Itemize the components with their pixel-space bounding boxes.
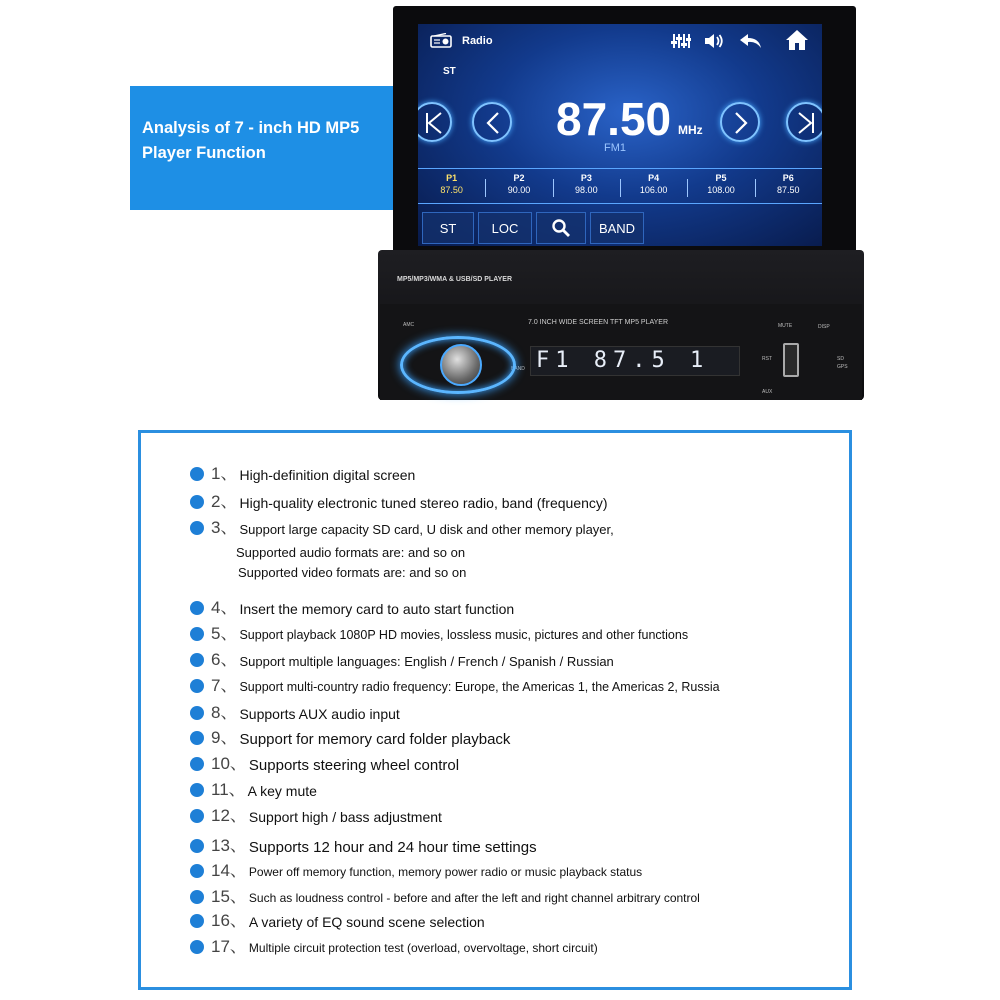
feature-number: 8、	[211, 703, 238, 722]
feature-text: Support for memory card folder playback	[239, 731, 511, 748]
banner-title-line2: Player Function	[142, 144, 266, 162]
feature-subline: Supported video formats are: and so on	[238, 565, 467, 580]
feature-item	[190, 650, 614, 671]
feature-item	[190, 754, 459, 775]
aux-label: AUX	[762, 389, 773, 395]
tune-down-button[interactable]	[472, 102, 512, 142]
source-label: Radio	[462, 35, 493, 47]
preset-4[interactable]	[620, 169, 687, 203]
feature-text: Support multiple languages: English / French / Spanish / Russian	[239, 654, 614, 669]
feature-number: 7、	[211, 676, 238, 695]
stereo-indicator: ST	[443, 66, 456, 77]
preset-bar	[418, 168, 822, 204]
bullet-icon	[190, 783, 204, 797]
bullet-icon	[190, 495, 204, 509]
feature-item	[190, 492, 608, 513]
screen-button-bar	[422, 212, 644, 244]
bullet-icon	[190, 679, 204, 693]
equalizer-icon[interactable]	[671, 32, 691, 50]
mute-label: MUTE	[778, 323, 793, 329]
feature-number: 13、	[211, 836, 247, 855]
feature-item	[190, 676, 720, 697]
back-icon[interactable]	[738, 31, 764, 51]
band-label: FM1	[604, 142, 626, 154]
loc-button[interactable]: LOC	[478, 212, 532, 244]
bullet-icon	[190, 839, 204, 853]
preset-frequency: 108.00	[707, 185, 735, 195]
bullet-icon	[190, 731, 204, 745]
feature-text: Support high / bass adjustment	[248, 809, 442, 825]
skip-back-icon	[424, 112, 444, 134]
feature-text: Multiple circuit protection test (overload, overvoltage, short circuit)	[248, 941, 598, 955]
preset-3[interactable]	[553, 169, 620, 203]
feature-number: 6、	[211, 650, 238, 669]
feature-item	[190, 806, 442, 827]
feature-number: 9、	[211, 728, 238, 747]
bullet-icon	[190, 601, 204, 615]
feature-number: 3、	[211, 518, 238, 537]
bullet-icon	[190, 864, 204, 878]
feature-number: 5、	[211, 624, 238, 643]
feature-number: 10、	[211, 754, 247, 773]
frequency-unit: MHz	[678, 123, 703, 137]
bullet-icon	[190, 940, 204, 954]
home-icon[interactable]	[785, 29, 809, 51]
volume-knob[interactable]	[440, 344, 482, 386]
sd-label: SD	[837, 356, 844, 362]
feature-text: Supports steering wheel control	[248, 757, 460, 774]
usb-port	[783, 343, 799, 377]
feature-number: 11、	[211, 780, 246, 799]
gps-label: GPS	[837, 364, 848, 370]
feature-text: Supports AUX audio input	[239, 706, 400, 722]
feature-text: Support multi-country radio frequency: Europe, the Americas 1, the Americas 2, Russia	[239, 680, 720, 694]
player-format-label: MP5/MP3/WMA & USB/SD PLAYER	[397, 276, 512, 283]
preset-frequency: 87.50	[777, 185, 800, 195]
bullet-icon	[190, 757, 204, 771]
feature-item	[190, 937, 598, 958]
feature-number: 12、	[211, 806, 247, 825]
preset-label: P6	[782, 173, 794, 183]
feature-text: High-quality electronic tuned stereo radio, band (frequency)	[239, 495, 608, 511]
feature-subline: Supported audio formats are: and so on	[236, 545, 466, 560]
bullet-icon	[190, 706, 204, 720]
feature-item	[190, 836, 537, 857]
feature-item	[190, 780, 317, 801]
preset-label: P5	[715, 173, 727, 183]
feature-text: A key mute	[247, 783, 317, 799]
status-bar	[418, 24, 822, 58]
feature-text: Power off memory function, memory power radio or music playback status	[248, 865, 643, 879]
faceplate-label: 7.0 INCH WIDE SCREEN TFT MP5 PLAYER	[528, 319, 669, 326]
band-key-label: BAND	[511, 366, 525, 372]
preset-label: P1	[446, 173, 458, 183]
frequency-display: 87.50	[556, 93, 672, 145]
bullet-icon	[190, 809, 204, 823]
feature-item	[190, 518, 614, 539]
banner-title	[142, 116, 392, 166]
preset-6[interactable]	[755, 169, 822, 203]
st-button[interactable]: ST	[422, 212, 474, 244]
feature-item	[190, 911, 485, 932]
preset-frequency: 98.00	[575, 185, 598, 195]
feature-text: High-definition digital screen	[239, 467, 416, 483]
feature-number: 2、	[211, 492, 238, 511]
seek-forward-button[interactable]	[786, 102, 822, 142]
feature-item	[190, 861, 642, 882]
feature-item	[190, 887, 700, 908]
feature-number: 17、	[211, 937, 247, 956]
bullet-icon	[190, 914, 204, 928]
feature-item	[190, 464, 415, 485]
banner-title-line1: Analysis of 7 - inch HD MP5	[142, 119, 360, 137]
preset-5[interactable]	[687, 169, 754, 203]
feature-number: 14、	[211, 861, 247, 880]
radio-icon	[430, 33, 452, 48]
lcd-text: F1 87.5 1	[536, 348, 710, 373]
bullet-icon	[190, 467, 204, 481]
touch-screen	[418, 24, 822, 246]
skip-forward-icon	[796, 112, 816, 134]
rst-label: RST	[762, 356, 772, 362]
preset-frequency: 106.00	[639, 185, 668, 195]
tune-up-button[interactable]	[720, 102, 760, 142]
amc-label: AMC	[403, 322, 415, 328]
preset-frequency: 87.50	[440, 185, 463, 195]
bullet-icon	[190, 653, 204, 667]
bullet-icon	[190, 521, 204, 535]
bullet-icon	[190, 890, 204, 904]
bullet-icon	[190, 627, 204, 641]
feature-text: Insert the memory card to auto start function	[239, 601, 515, 617]
feature-item	[190, 624, 688, 645]
feature-item	[190, 598, 514, 619]
preset-label: P4	[648, 173, 660, 183]
preset-2[interactable]	[485, 169, 552, 203]
preset-label: P3	[580, 173, 592, 183]
feature-number: 4、	[211, 598, 238, 617]
search-icon	[551, 218, 571, 238]
feature-text: Supports 12 hour and 24 hour time settings	[248, 839, 537, 856]
preset-frequency: 90.00	[507, 185, 531, 195]
preset-label: P2	[513, 173, 525, 183]
feature-text: Such as loudness control - before and after the left and right channel arbitrary control	[248, 891, 700, 905]
chevron-left-icon	[485, 112, 501, 134]
volume-icon[interactable]	[703, 32, 725, 50]
preset-1[interactable]	[418, 169, 485, 203]
feature-text: Support playback 1080P HD movies, lossless music, pictures and other functions	[239, 628, 689, 642]
feature-number: 15、	[211, 887, 247, 906]
feature-item	[190, 703, 400, 724]
disp-label: DISP	[818, 324, 830, 330]
seek-back-button[interactable]	[418, 102, 452, 142]
feature-number: 16、	[211, 911, 247, 930]
feature-number: 1、	[211, 464, 238, 483]
search-button[interactable]	[536, 212, 586, 244]
feature-item	[190, 728, 510, 749]
band-button[interactable]: BAND	[590, 212, 644, 244]
chevron-right-icon	[733, 112, 749, 134]
feature-text: A variety of EQ sound scene selection	[248, 914, 485, 930]
feature-text: Support large capacity SD card, U disk and other memory player,	[239, 522, 614, 537]
